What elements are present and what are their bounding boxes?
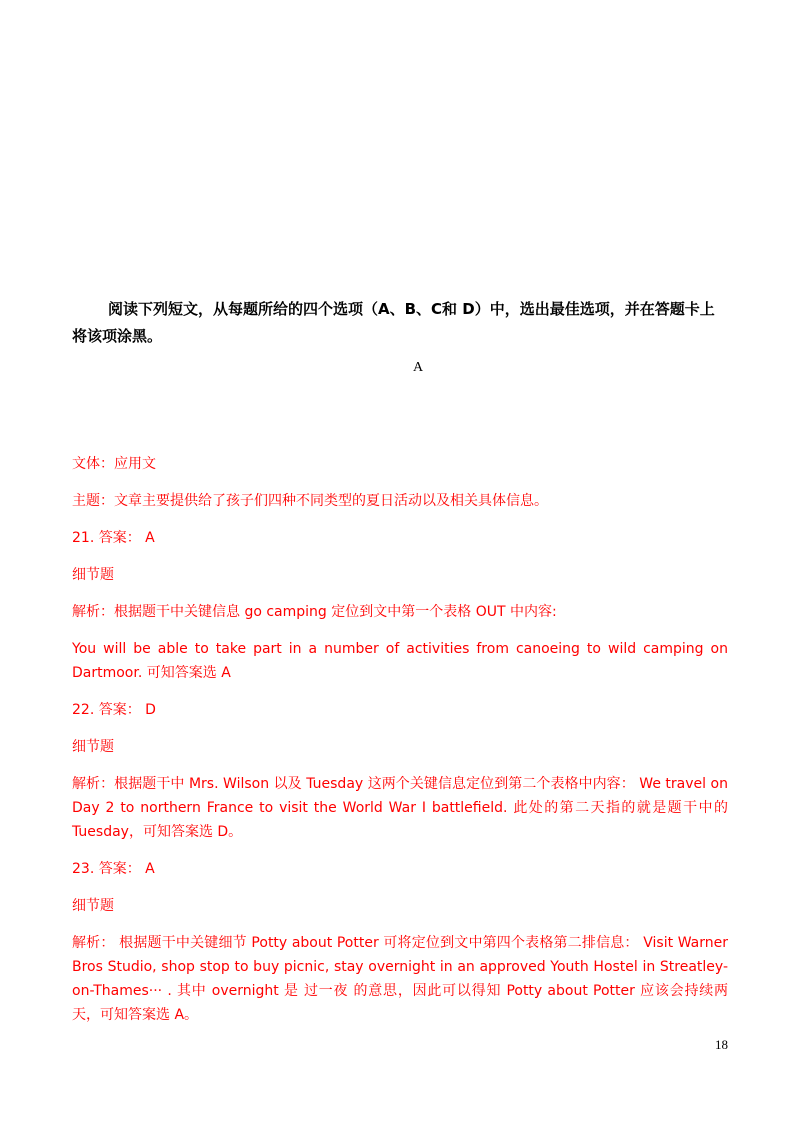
q22-explanation: 解析：根据题干中 Mrs. Wilson 以及 Tuesday 这两个关键信息定位到第二个表格中内容： We travel on Day 2 to northern France to visit the World War I battlefield. 此处的第二天指的就是题干中的 Tuesday，可知答案选 D。 — [72, 776, 728, 840]
theme-line: 主题：文章主要提供给了孩子们四种不同类型的夏日活动以及相关具体信息。 — [72, 493, 548, 509]
q22-type: 细节题 — [72, 739, 114, 755]
q21-answer: 21. 答案： A — [72, 530, 155, 546]
reading-instructions: 阅读下列短文，从每题所给的四个选项（A、B、C和 D）中，选出最佳选项，并在答题卡上将该项涂黑。 — [72, 300, 715, 345]
q21-quote: You will be able to take part in a number of activities from canoeing to wild camping on Dartmoor. 可知答案选 A — [72, 641, 728, 681]
genre-line: 文体：应用文 — [72, 456, 156, 472]
q22-answer: 22. 答案： D — [72, 702, 156, 718]
page-number: 18 — [715, 1037, 728, 1052]
q23-type: 细节题 — [72, 898, 114, 914]
q21-type: 细节题 — [72, 567, 114, 583]
q23-explanation: 解析： 根据题干中关键细节 Potty about Potter 可将定位到文中第四个表格第二排信息： Visit Warner Bros Studio, shop stop to buy picnic, stay overnight in an approved Youth Hostel in Streatley-on-Thames··· . 其中 overnight 是 过一夜 的意思，因此可以得知 Potty about Potter 应该会持续两天，可知答案选 A。 — [72, 935, 728, 1023]
answer-analysis — [72, 452, 728, 1027]
passage-label: A — [412, 360, 424, 375]
q21-explanation: 解析：根据题干中关键信息 go camping 定位到文中第一个表格 OUT 中内容: — [72, 604, 557, 620]
q23-answer: 23. 答案： A — [72, 861, 155, 877]
